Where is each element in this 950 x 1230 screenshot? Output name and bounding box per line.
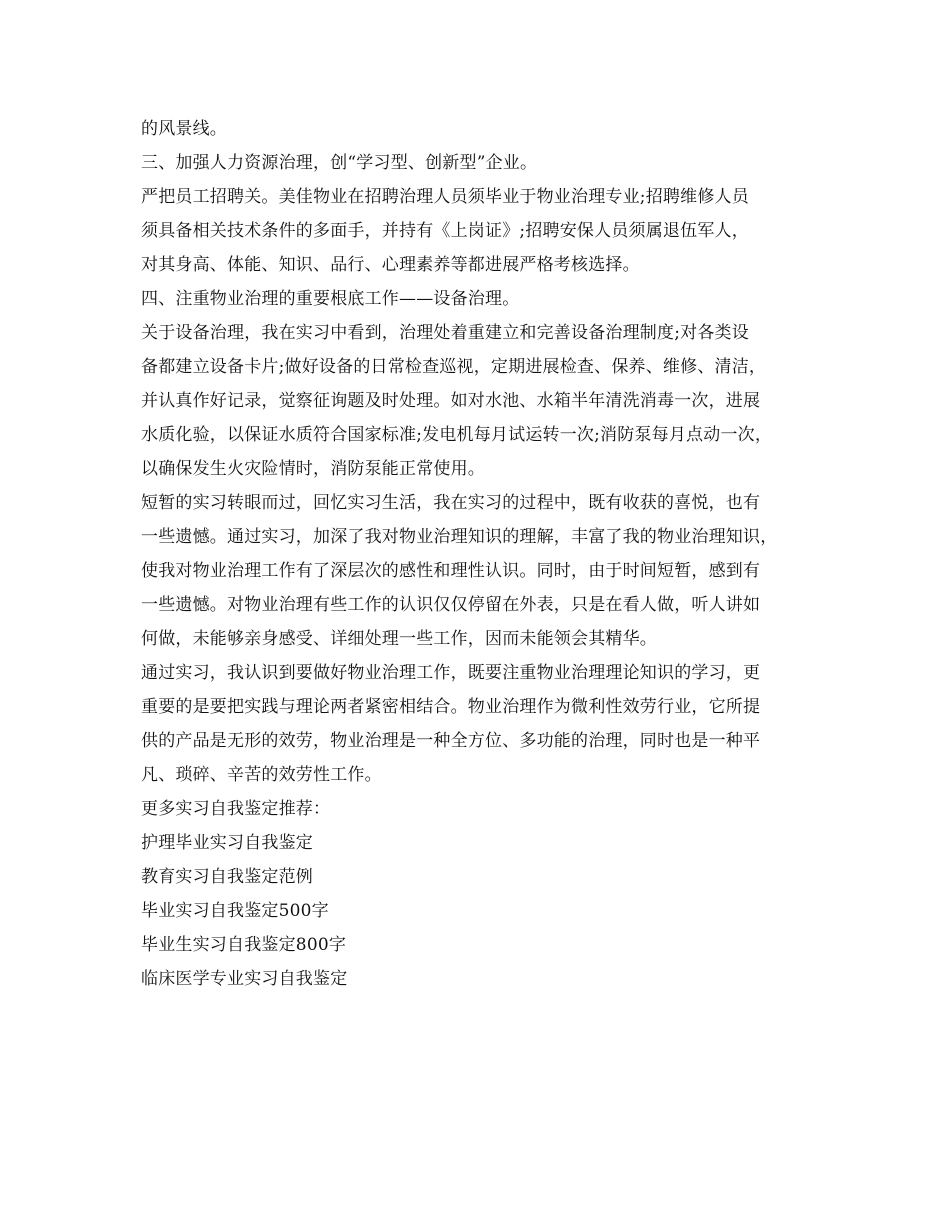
intro-tail-text: 的风景线。	[141, 119, 227, 139]
paragraph-line: 一些遗憾。通过实习，加深了我对物业治理知识的理解，丰富了我的物业治理知识，	[141, 527, 778, 547]
recommendation-item: 临床医学专业实习自我鉴定	[141, 969, 348, 989]
recommendation-item: 教育实习自我鉴定范例	[141, 867, 313, 887]
recommendation-item: 毕业实习自我鉴定500字	[141, 901, 329, 921]
paragraph-line: 水质化验，以保证水质符合国家标准;发电机每月试运转一次;消防泵每月点动一次，	[141, 425, 773, 445]
paragraph-line: 供的产品是无形的效劳，物业治理是一种全方位、多功能的治理，同时也是一种平	[141, 731, 761, 751]
paragraph-line: 通过实习，我认识到要做好物业治理工作，既要注重物业治理理论知识的学习，更	[141, 663, 761, 683]
paragraph-line: 短暂的实习转眼而过，回忆实习生活，我在实习的过程中，既有收获的喜悦，也有	[141, 493, 761, 513]
paragraph-line: 凡、琐碎、辛苦的效劳性工作。	[141, 765, 382, 785]
paragraph-line: 并认真作好记录，觉察征询题及时处理。如对水池、水箱半年清洗消毒一次，进展	[141, 391, 761, 411]
reflection-paragraph-2	[141, 656, 821, 792]
section-4-paragraph	[141, 316, 821, 486]
recommendation-item: 毕业生实习自我鉴定800字	[141, 935, 347, 955]
recommendations-list	[141, 792, 821, 996]
document-body	[141, 112, 821, 996]
section-4-heading: 四、注重物业治理的重要根底工作——设备治理。	[141, 289, 520, 309]
recommendation-item: 护理毕业实习自我鉴定	[141, 833, 313, 853]
recommendations-heading: 更多实习自我鉴定推荐：	[141, 799, 331, 819]
paragraph-line: 重要的是要把实践与理论两者紧密相结合。物业治理作为微利性效劳行业，它所提	[141, 697, 761, 717]
paragraph-line: 关于设备治理，我在实习中看到，治理处着重建立和完善设备治理制度;对各类设	[141, 323, 749, 343]
paragraph-line: 使我对物业治理工作有了深层次的感性和理性认识。同时，由于时间短暂，感到有	[141, 561, 761, 581]
paragraph-line: 以确保发生火灾险情时，消防泵能正常使用。	[141, 459, 485, 479]
section-3-heading: 三、加强人力资源治理，创“学习型、创新型”企业。	[141, 153, 538, 173]
reflection-paragraph-1	[141, 486, 821, 656]
paragraph-line: 须具备相关技术条件的多面手，并持有《上岗证》;招聘安保人员须属退伍军人，	[141, 221, 749, 241]
paragraph-line: 一些遗憾。对物业治理有些工作的认识仅仅停留在外表，只是在看人做，听人讲如	[141, 595, 761, 615]
paragraph-line: 对其身高、体能、知识、品行、心理素养等都进展严格考核选择。	[141, 255, 640, 275]
section-3-paragraph	[141, 180, 821, 282]
paragraph-line: 严把员工招聘关。美佳物业在招聘治理人员须毕业于物业治理专业;招聘维修人员	[141, 187, 749, 207]
paragraph-line: 何做，未能够亲身感受、详细处理一些工作，因而未能领会其精华。	[141, 629, 657, 649]
paragraph-line: 备都建立设备卡片;做好设备的日常检查巡视，定期进展检查、保养、维修、清洁，	[141, 357, 767, 377]
